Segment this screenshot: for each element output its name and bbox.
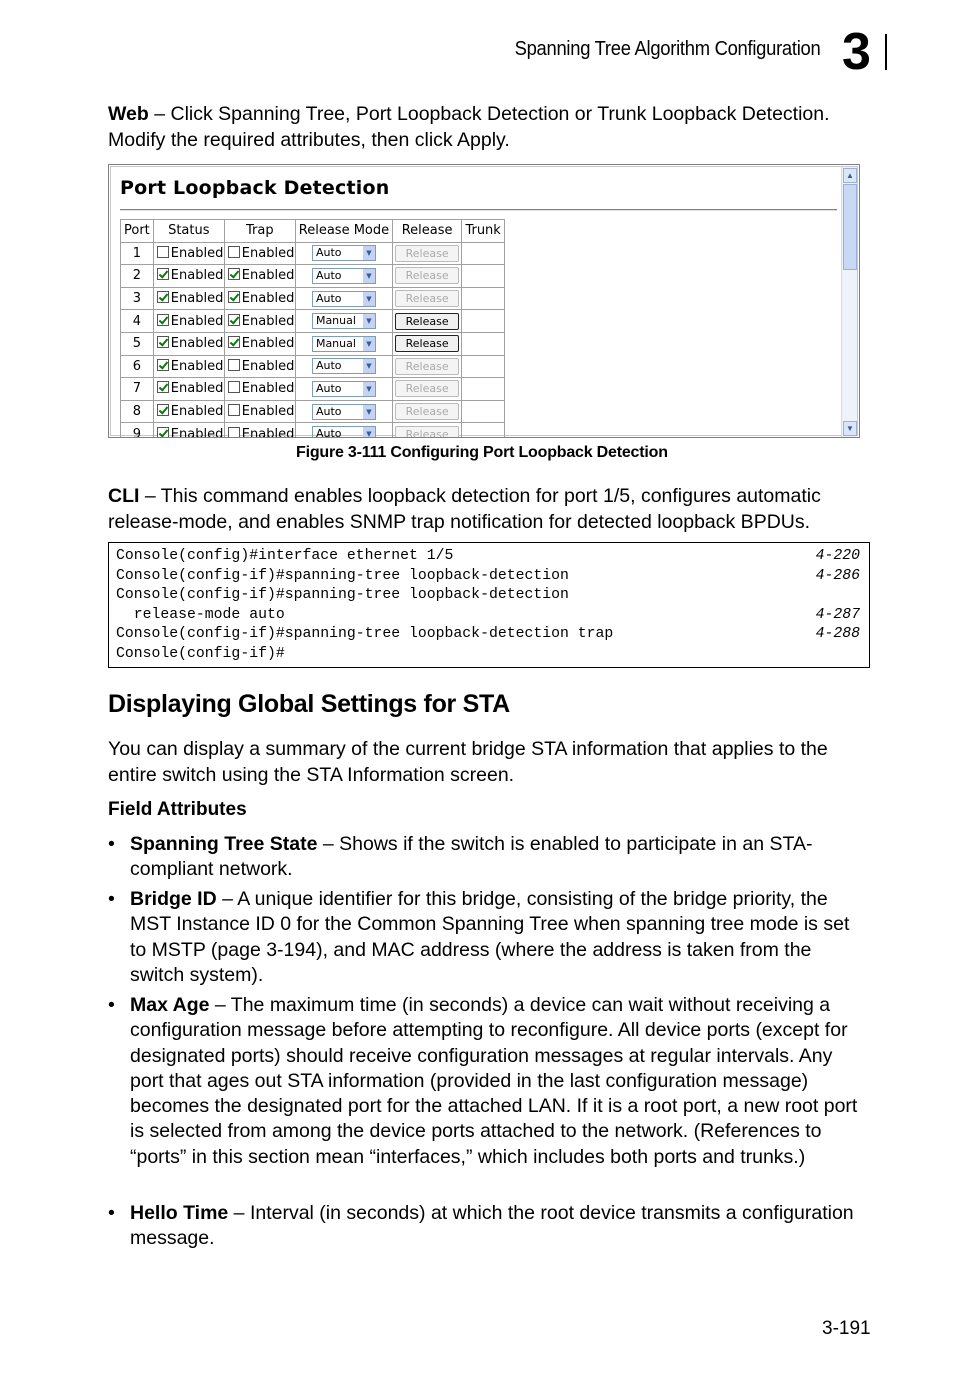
col-trunk: Trunk	[462, 220, 505, 243]
release-mode-value: Auto	[315, 381, 342, 395]
status-checkbox[interactable]	[153, 265, 224, 288]
code-line: Console(config)#interface ethernet 1/5	[116, 548, 454, 564]
release-mode-select[interactable]	[312, 336, 376, 352]
port-number: 9	[121, 423, 154, 438]
bullet-spanning-tree-state	[130, 832, 870, 883]
trunk-cell	[462, 265, 505, 288]
status-label: Enabled	[170, 358, 224, 374]
checkbox-icon[interactable]	[228, 404, 240, 416]
trunk-cell	[462, 332, 505, 355]
code-line: release-mode auto	[116, 606, 285, 623]
release-mode-value: Auto	[315, 404, 342, 418]
release-mode-select[interactable]	[312, 291, 376, 307]
checkbox-icon[interactable]	[157, 381, 169, 393]
status-checkbox[interactable]	[153, 242, 224, 265]
table-row	[121, 400, 505, 423]
release-mode-select[interactable]	[312, 381, 376, 397]
bullet-term: Bridge ID	[130, 888, 217, 910]
bullet-hello-time	[130, 1201, 870, 1252]
checkbox-icon[interactable]	[157, 246, 169, 258]
col-release: Release	[393, 220, 462, 243]
field-attributes-heading: Field Attributes	[108, 799, 247, 820]
status-label: Enabled	[170, 336, 224, 352]
checkbox-icon[interactable]	[157, 291, 169, 303]
command-reference: 4-286	[815, 567, 860, 584]
checkbox-icon[interactable]	[157, 359, 169, 371]
checkbox-icon[interactable]	[228, 359, 240, 371]
chevron-down-icon[interactable]: ▼	[363, 359, 375, 373]
col-trap: Trap	[224, 220, 295, 243]
release-button: Release	[395, 426, 459, 438]
release-cell	[393, 242, 462, 265]
release-cell	[393, 355, 462, 378]
release-mode-value: Manual	[315, 336, 356, 350]
release-mode-select[interactable]	[312, 313, 376, 329]
bullet-term: Max Age	[130, 994, 210, 1016]
status-checkbox[interactable]	[153, 287, 224, 310]
cli-instructions	[108, 484, 868, 535]
release-mode-select[interactable]	[312, 268, 376, 284]
port-number: 3	[121, 287, 154, 310]
table-body	[121, 242, 505, 438]
trap-checkbox[interactable]	[224, 355, 295, 378]
scroll-down-icon[interactable]: ▼	[843, 421, 857, 436]
release-button: Release	[395, 358, 459, 375]
status-label: Enabled	[170, 245, 224, 261]
release-button[interactable]: Release	[395, 313, 459, 330]
port-number: 4	[121, 310, 154, 333]
code-line: Console(config-if)#	[116, 646, 285, 662]
port-number: 8	[121, 400, 154, 423]
port-number: 7	[121, 378, 154, 401]
trap-label: Enabled	[241, 404, 295, 420]
vertical-scrollbar[interactable]	[841, 167, 857, 437]
status-checkbox[interactable]	[153, 423, 224, 438]
figure-caption: Figure 3-111 Configuring Port Loopback Detection	[296, 444, 668, 461]
release-mode-cell	[295, 310, 392, 333]
col-port: Port	[121, 220, 154, 243]
release-button: Release	[395, 403, 459, 420]
checkbox-icon[interactable]	[228, 336, 240, 348]
release-mode-cell	[295, 242, 392, 265]
chevron-down-icon[interactable]: ▼	[363, 314, 375, 328]
chevron-down-icon[interactable]: ▼	[363, 269, 375, 283]
trunk-cell	[462, 287, 505, 310]
release-mode-select[interactable]	[312, 404, 376, 420]
scroll-up-icon[interactable]: ▲	[843, 168, 857, 183]
trap-label: Enabled	[241, 245, 295, 261]
title-divider-shadow	[120, 210, 837, 211]
web-label: Web	[108, 103, 149, 125]
status-label: Enabled	[170, 291, 224, 307]
trap-checkbox[interactable]	[224, 287, 295, 310]
chevron-down-icon[interactable]: ▼	[363, 246, 375, 260]
trap-checkbox[interactable]	[224, 242, 295, 265]
release-mode-cell	[295, 423, 392, 438]
web-text: – Click Spanning Tree, Port Loopback Detection or Trunk Loopback Detection. Modify the required attributes, then click Apply.	[108, 103, 830, 151]
port-loopback-screenshot	[108, 164, 860, 438]
trunk-cell	[462, 310, 505, 333]
section-intro: You can display a summary of the current bridge STA information that applies to the entire switch using the STA Information screen.	[108, 738, 828, 786]
release-cell	[393, 265, 462, 288]
status-checkbox[interactable]	[153, 310, 224, 333]
trap-label: Enabled	[241, 268, 295, 284]
status-checkbox[interactable]	[153, 332, 224, 355]
release-cell	[393, 310, 462, 333]
code-line: Console(config-if)#spanning-tree loopback-detection	[116, 587, 569, 604]
release-mode-value: Auto	[315, 359, 342, 373]
table-header-row	[121, 220, 505, 243]
release-mode-cell	[295, 355, 392, 378]
bullet-bridge-id	[130, 887, 870, 988]
trap-label: Enabled	[241, 291, 295, 307]
port-number: 5	[121, 332, 154, 355]
table-row	[121, 310, 505, 333]
release-mode-select[interactable]	[312, 358, 376, 374]
checkbox-icon[interactable]	[228, 246, 240, 258]
checkbox-icon[interactable]	[157, 427, 169, 438]
release-mode-value: Auto	[315, 268, 342, 282]
release-mode-cell	[295, 332, 392, 355]
trap-checkbox[interactable]	[224, 378, 295, 401]
port-number: 2	[121, 265, 154, 288]
release-button: Release	[395, 245, 459, 262]
table-row	[121, 265, 505, 288]
trap-label: Enabled	[241, 336, 295, 352]
table-row	[121, 423, 505, 438]
bullet-text: – The maximum time (in seconds) a device can wait without receiving a configuration message before attempting to reconfigure. All device ports (except for designated ports) should receive configuration messages at regular intervals. Any port that ages out STA information (provided in the last configuration message) becomes the designated port for the attached LAN. If it is a root port, a new root port is selected from among the device ports attached to the network. (References to “ports” in this section mean “interfaces,” which includes both ports and trunks.)	[130, 994, 858, 1168]
checkbox-icon[interactable]	[157, 336, 169, 348]
trap-checkbox[interactable]	[224, 332, 295, 355]
release-button[interactable]: Release	[395, 335, 459, 352]
screenshot-title: Port Loopback Detection	[120, 177, 390, 199]
command-reference: 4-288	[815, 626, 860, 643]
release-mode-cell	[295, 287, 392, 310]
trap-label: Enabled	[241, 313, 295, 329]
release-cell	[393, 287, 462, 310]
screenshot-frame	[110, 166, 858, 436]
trunk-cell	[462, 355, 505, 378]
chapter-number: 3	[842, 23, 871, 81]
bullet-term: Hello Time	[130, 1202, 229, 1224]
status-checkbox[interactable]	[153, 378, 224, 401]
section-heading: Displaying Global Settings for STA	[108, 690, 510, 718]
bullet-term: Spanning Tree State	[130, 833, 318, 855]
col-status: Status	[153, 220, 224, 243]
checkbox-icon[interactable]	[228, 314, 240, 326]
status-label: Enabled	[170, 313, 224, 329]
release-button: Release	[395, 290, 459, 307]
status-checkbox[interactable]	[153, 400, 224, 423]
release-mode-cell	[295, 400, 392, 423]
trunk-cell	[462, 423, 505, 438]
cli-code-block	[108, 542, 870, 668]
scroll-thumb[interactable]	[843, 184, 857, 270]
bullet-max-age	[130, 993, 870, 1170]
trunk-cell	[462, 378, 505, 401]
checkbox-icon[interactable]	[228, 291, 240, 303]
release-cell	[393, 400, 462, 423]
checkbox-icon[interactable]	[228, 381, 240, 393]
status-label: Enabled	[170, 426, 224, 438]
trap-checkbox[interactable]	[224, 265, 295, 288]
code-line: Console(config-if)#spanning-tree loopback-detection	[116, 567, 569, 584]
bullet-text: – A unique identifier for this bridge, consisting of the bridge priority, the MST Instance ID 0 for the Common Spanning Tree when spanning tree mode is set to MSTP (page 3-194), and MAC address (where the address is taken from the switch system).	[130, 888, 850, 986]
trunk-cell	[462, 400, 505, 423]
release-mode-value: Manual	[315, 314, 356, 328]
page-number: 3-191	[822, 1318, 871, 1339]
chevron-down-icon[interactable]: ▼	[363, 405, 375, 419]
port-number: 1	[121, 242, 154, 265]
release-mode-select[interactable]	[312, 426, 376, 438]
cli-label: CLI	[108, 485, 140, 507]
table-row	[121, 287, 505, 310]
release-cell	[393, 332, 462, 355]
chevron-down-icon[interactable]: ▼	[363, 427, 375, 438]
release-mode-cell	[295, 265, 392, 288]
bullet-text: – Interval (in seconds) at which the root device transmits a configuration message.	[130, 1202, 854, 1250]
chapter-divider	[885, 34, 887, 70]
chevron-down-icon[interactable]: ▼	[363, 382, 375, 396]
release-mode-value: Auto	[315, 246, 342, 260]
release-mode-select[interactable]	[312, 245, 376, 261]
status-checkbox[interactable]	[153, 355, 224, 378]
cli-text: – This command enables loopback detection for port 1/5, configures automatic release-mode, and enables SNMP trap notification for detected loopback BPDUs.	[108, 485, 821, 533]
table-row	[121, 355, 505, 378]
status-label: Enabled	[170, 268, 224, 284]
checkbox-icon[interactable]	[157, 268, 169, 280]
running-header-title: Spanning Tree Algorithm Configuration	[514, 38, 820, 60]
trap-checkbox[interactable]	[224, 400, 295, 423]
command-reference: 4-220	[815, 548, 860, 564]
trap-label: Enabled	[241, 426, 295, 438]
release-cell	[393, 378, 462, 401]
chevron-down-icon[interactable]: ▼	[363, 337, 375, 351]
code-line: Console(config-if)#spanning-tree loopback-detection trap	[116, 626, 614, 643]
status-label: Enabled	[170, 381, 224, 397]
checkbox-icon[interactable]	[157, 314, 169, 326]
table-row	[121, 332, 505, 355]
checkbox-icon[interactable]	[228, 268, 240, 280]
port-loopback-table	[120, 219, 505, 438]
release-cell	[393, 423, 462, 438]
release-button: Release	[395, 380, 459, 397]
status-label: Enabled	[170, 404, 224, 420]
release-button: Release	[395, 267, 459, 284]
chevron-down-icon[interactable]: ▼	[363, 292, 375, 306]
trap-checkbox[interactable]	[224, 310, 295, 333]
bullet-text: – Shows if the switch is enabled to participate in an STA-compliant network.	[130, 833, 813, 881]
release-mode-value: Auto	[315, 427, 342, 438]
release-mode-value: Auto	[315, 291, 342, 305]
trap-label: Enabled	[241, 358, 295, 374]
trap-label: Enabled	[241, 381, 295, 397]
trunk-cell	[462, 242, 505, 265]
col-release-mode: Release Mode	[295, 220, 392, 243]
checkbox-icon[interactable]	[228, 427, 240, 438]
table-row	[121, 378, 505, 401]
checkbox-icon[interactable]	[157, 404, 169, 416]
web-instructions	[108, 102, 868, 153]
table-row	[121, 242, 505, 265]
release-mode-cell	[295, 378, 392, 401]
port-number: 6	[121, 355, 154, 378]
trap-checkbox[interactable]	[224, 423, 295, 438]
command-reference: 4-287	[815, 606, 860, 623]
